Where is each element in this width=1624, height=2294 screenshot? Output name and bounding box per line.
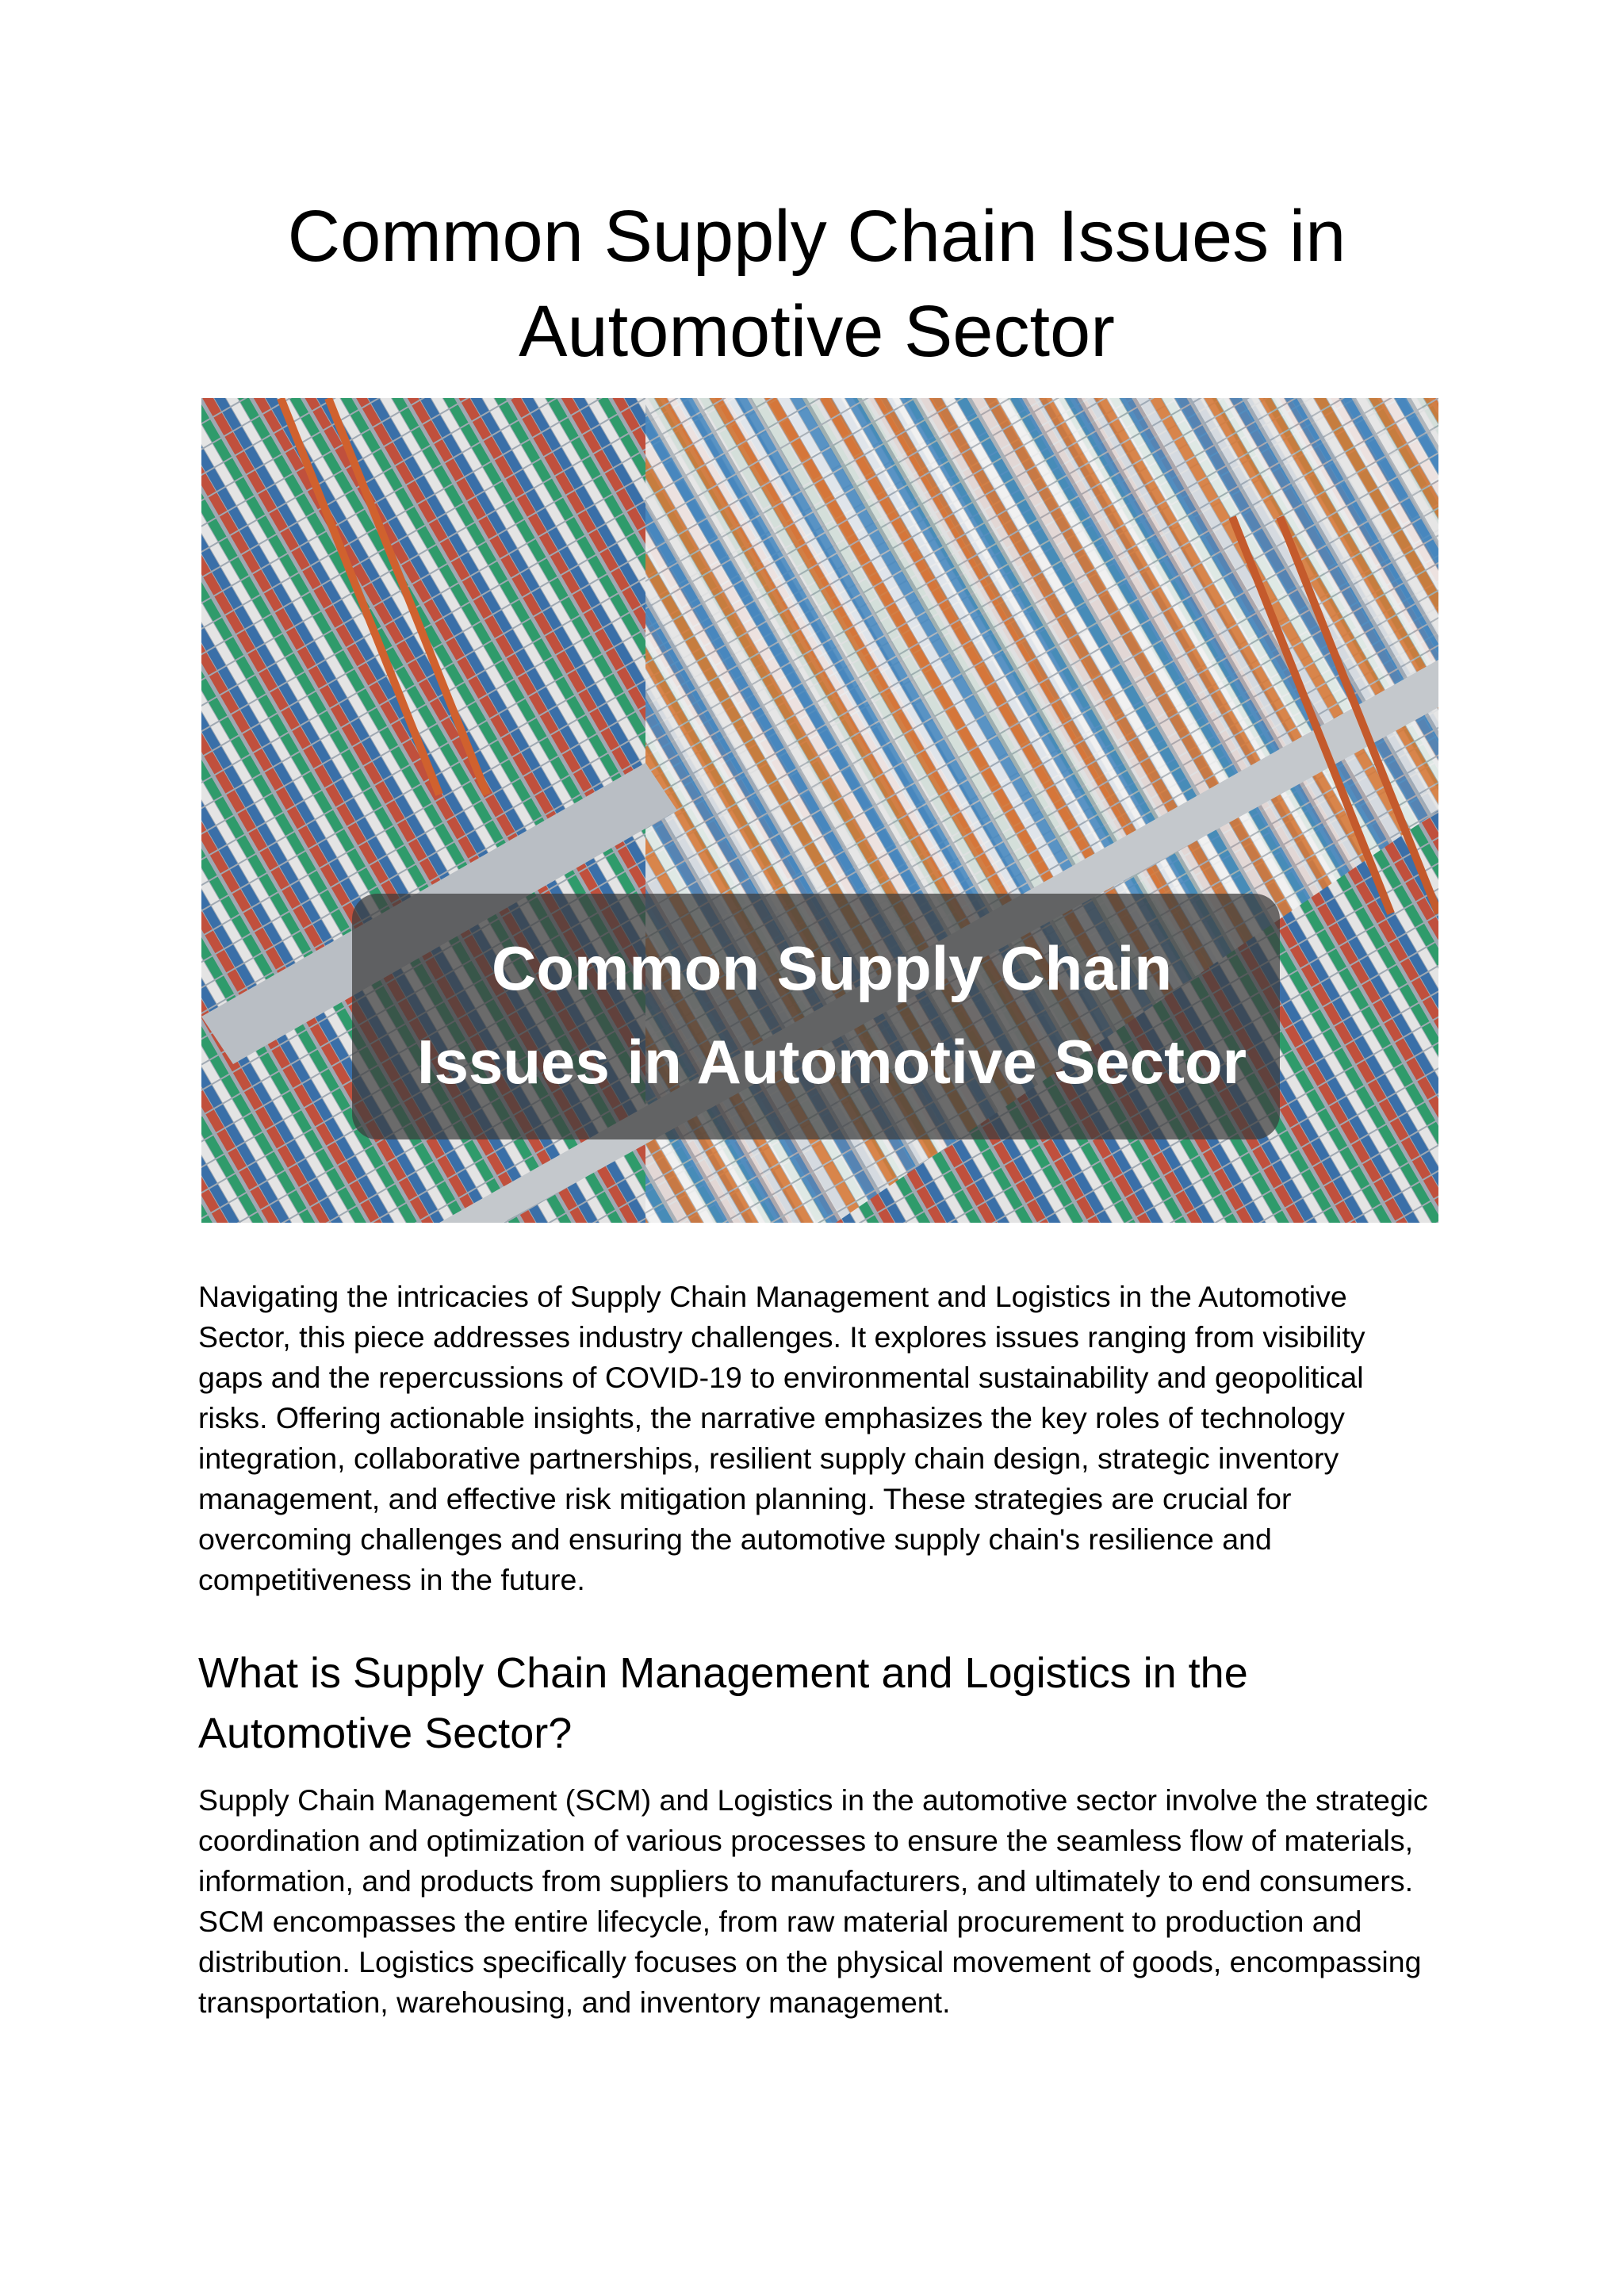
intro-paragraph: Navigating the intricacies of Supply Chain Management and Logistics in the Automotive Sector, this piece addresses industry challenges. It explores issues ranging from visibility gaps and the repercussions of COVID-19 to environmental sustainability and geopolitical risks. Offering actionable insights, the narrative emphasizes the key roles of technology integration, collaborative partnerships, resilient supply chain design, strategic inventory management, and effective risk mitigation planning. These strategies are crucial for overcoming challenges and ensuring the automotive supply chain's resilience and competitiveness in the future.: [198, 1280, 1365, 1596]
section-heading: What is Supply Chain Management and Logistics in the Automotive Sector?: [198, 1649, 1248, 1757]
hero-image: [201, 398, 1438, 1223]
page-title: Common Supply Chain Issues in Automotive Sector: [287, 196, 1346, 372]
section-body: Supply Chain Management (SCM) and Logistics in the automotive sector involve the strategic coordination and optimization of various processes to ensure the seamless flow of materials, information, and products from suppliers to manufacturers, and ultimately to end consumers. SCM encompasses the entire lifecycle, from raw material procurement to production and distribution. Logistics specifically focuses on the physical movement of goods, encompassing transportation, warehousing, and inventory management.: [198, 1783, 1428, 2019]
hero-overlay-line-2: Issues in Automotive Sector: [416, 1027, 1247, 1097]
hero-overlay-caption: [352, 921, 1312, 1109]
hero-overlay-line-1: Common Supply Chain: [492, 933, 1172, 1003]
